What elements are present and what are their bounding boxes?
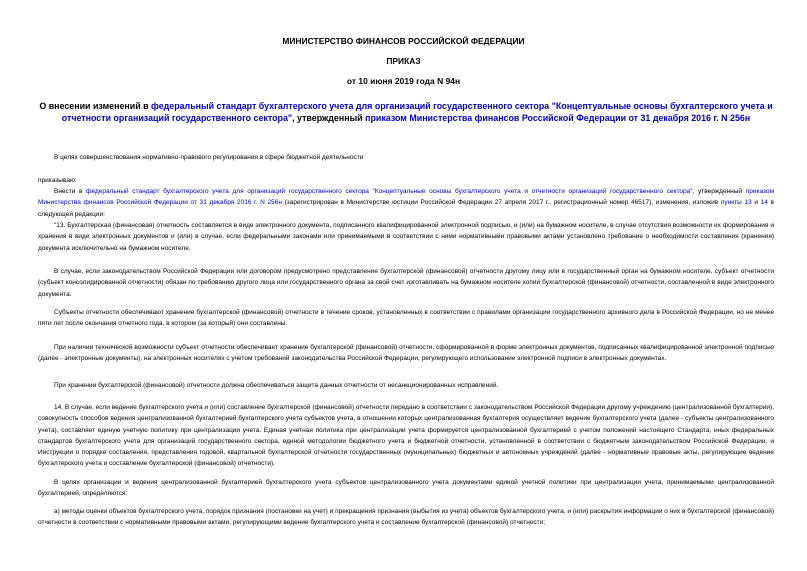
order-link[interactable]: приказом Министерства финансов Российской Федерации от 31 декабря 2016 г. N 256н [38,188,774,207]
paragraph-electronic-storage: При наличии технической возможности субъект отчетности обеспечивает хранение бухгалтерской (финансовой) отчетности, сформированной в форме электронных документов, подписанных квалифицированной электронной подписью (далее - электронные документы), на электронных носителях с учетом требований законодательства Российской Федерации, регулирующего использование электронной подписи в электронных документах. [38,344,774,363]
paragraph-item-a: а) методы оценки объектов бухгалтерского учета, порядок признания (постановки на учет) и прекращения признания (выбытия из учета) объектов бухгалтерского учета, и (или) раскрытия информации о них в бухгалтерской (финансовой) отчетности в соответствии с нормативными правовыми актами, регулирующими ведение бухгалтерского учета и составление бухгалтерской (финансовой) отчетности; [38,508,774,527]
paragraph-text: в следующей редакции: [38,199,774,218]
paragraph-text: (зарегистрирован в Министерстве юстиции Российской Федерации 27 апреля 2017 г., регистрационный номер 46517), изменения, изложив [281,199,721,207]
paragraph-13: "13. Бухгалтерская (финансовая) отчетность составляется в виде электронного документа, подписанного квалифицированной электронной подписью, и (или) на бумажном носителе, в случае отсутствия возможности их формирования и хранения в виде электронных документов и (или) в случае, если федеральными законами или принимаемыми в соответствии с ними нормативными правовыми актами установлено требование о необходимости составления (хранения) документа исключительно на бумажном носителе. [38,222,774,252]
paragraph-protection: При хранении бухгалтерской (финансовой) отчетности должна обеспечиваться защита данных отчетности от несанкционированных исправлений. [54,382,499,389]
paragraph-storage: Субъекты отчетности обеспечивают хранение бухгалтерской (финансовой) отчетности в течение сроков, установленных в соответствии с правилами организации государственного архивного дела в Российской Федерации, но не менее пяти лет после окончания отчетного года, в котором (за который) они составлены. [38,309,774,328]
date-number-heading: от 10 июня 2019 года N 94н [346,76,461,86]
paragraph-14: 14. В случае, если ведение бухгалтерского учета и (или) составление бухгалтерской (финансовой) отчетности передано в соответствии с законодательством Российской Федерации другому учреждению (централизованной бухгалтерии), совокупность способов ведения централизованной бухгалтерией бухгалтерского учета субъектов учета, в отношении которых централизованная бухгалтерия осуществляет ведение бухгалтерского учета (далее - субъекты централизованного учета), составляет единую учетную политику при централизации учета. Единая учетная политика при централизации учета формируется централизованной бухгалтерией с учетом положений настоящего Стандарта, иных федеральных стандартов бухгалтерского учета для организаций государственного сектора, единой методологии бюджетного учета и бюджетной отчетности, установленной в соответствии с бюджетным законодательством Российской Федерации, и Инструкции о порядке составления, представления годовой, квартальной бухгалтерской отчетности государственных (муниципальных) бюджетных и автономных учреждений (далее - нормативные правовые акты, регулирующие ведение бухгалтерского учета и составление бухгалтерской (финансовой) отчетности). [38,404,774,468]
title-order-link[interactable]: приказом Министерства финансов Российской Федерации от 31 декабря 2016 г. N 256н [365,113,751,124]
paragraph-text: и [751,199,761,207]
ministry-heading: МИНИСТЕРСТВО ФИНАНСОВ РОССИЙСКОЙ ФЕДЕРАЦИИ [282,36,525,46]
paragraph-text: , утвержденный [692,188,746,195]
order-word: приказываю: [38,177,77,184]
paragraph-centralized: В целях организации и ведения централизованной бухгалтерией бухгалтерского учета субъектов централизованного учета документами единой учетной политики при централизации учета, принимаемыми централизованной бухгалтерией, определяются: [38,479,774,498]
doc-type-heading: ПРИКАЗ [386,56,421,66]
intro-paragraph: В целях совершенствования нормативно-правового регулирования в сфере бюджетной деятельности [54,154,364,161]
paragraph-text: Внести в [54,188,87,195]
title-standard-link[interactable]: федеральный стандарт бухгалтерского учета для организаций государственного сектора "Концептуальные основы бухгалтерского учета и отчетности организаций государственного сектора" [61,101,773,124]
title-text: О внесении изменений в [39,101,152,111]
title-text: , утвержденный [292,113,366,124]
paragraph-paper-copies: В случае, если законодательством Российской Федерации или договором предусмотрено представление бухгалтерской (финансовой) отчетности другому лицу или в государственный орган на бумажном носителе, субъект отчетности (субъект консолидированной отчетности) обязан по требованию другого лица или государственного органа за свой счет изготавливать на бумажном носителе копии бухгалтерской (финансовой) отчетности, составленной в виде электронного документа. [38,268,774,298]
point-13-link[interactable]: пункты 13 [720,199,752,207]
point-14-link[interactable]: 14 [760,199,768,207]
standard-link[interactable]: федеральный стандарт бухгалтерского учета для организаций государственного сектора "Концептуальные основы бухгалтерского учета и отчетности организаций государственного сектора" [86,188,693,195]
document-title [30,100,782,125]
paragraph-amendment [38,186,774,220]
